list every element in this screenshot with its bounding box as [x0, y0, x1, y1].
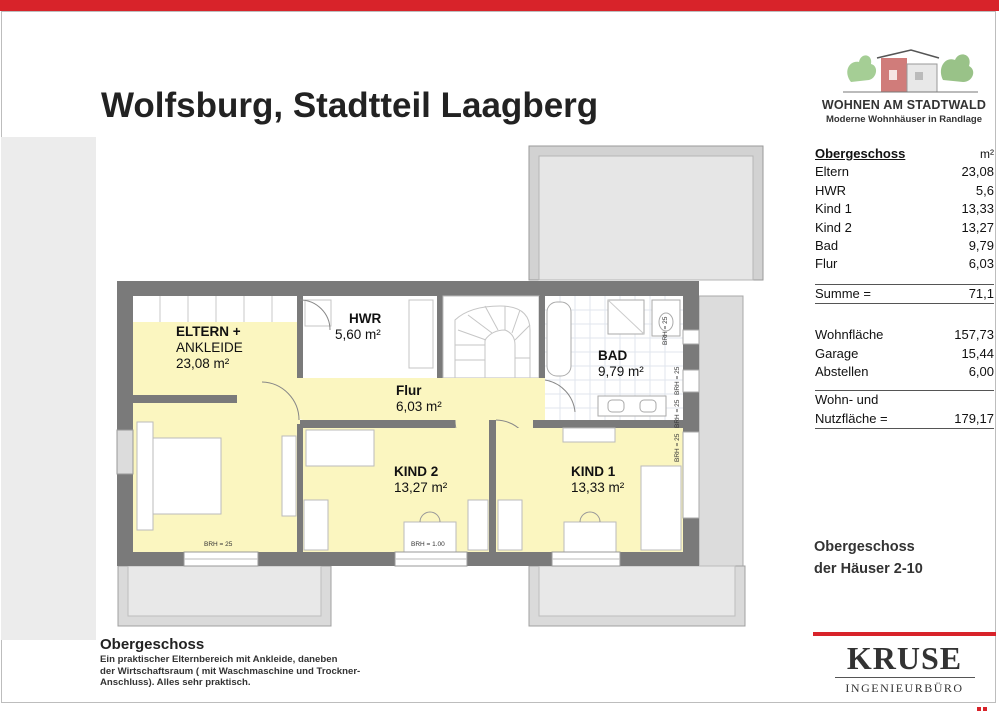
area-row-value: 23,08: [961, 164, 994, 180]
area-table-header: [815, 145, 994, 163]
room-label-kind-1: [571, 464, 624, 496]
area-sum-value: 71,1: [968, 285, 994, 301]
brh-label-kind-1-a: BRH = 25: [674, 399, 681, 428]
room-name-eltern: ELTERN +: [176, 324, 241, 339]
page-title: Wolfsburg, Stadtteil Laagberg: [101, 86, 599, 125]
area-grand-row: [815, 410, 994, 428]
room-name2-eltern: ANKLEIDE: [176, 340, 243, 355]
area-table-header-unit: m²: [980, 147, 994, 161]
area-row-label: Eltern: [815, 164, 849, 180]
room-area-kind-1: 13,33 m²: [571, 480, 625, 495]
brh-label-kind-1-b: BRH = 25: [674, 433, 681, 462]
area-total-label: Garage: [815, 345, 859, 361]
top-accent-bar: [0, 0, 999, 11]
floor-caption-line-1: Obergeschoss: [814, 539, 915, 555]
brh-label-eltern: BRH = 25: [204, 541, 233, 548]
room-name-kind-2: KIND 2: [394, 464, 439, 479]
area-row-label: HWR: [815, 182, 847, 198]
area-row-value: 9,79: [968, 237, 994, 253]
room-area-bad: 9,79 m²: [598, 364, 644, 379]
area-row-label: Flur: [815, 256, 838, 272]
area-table-header-label: Obergeschoss: [815, 146, 906, 161]
room-label-eltern: [176, 324, 243, 372]
area-row-value: 6,03: [968, 256, 994, 272]
description-text: [100, 654, 420, 689]
room-area-hwr: 5,60 m²: [335, 327, 381, 342]
brh-label-kind-2: BRH = 1.00: [411, 541, 445, 548]
area-row-label: Bad: [815, 237, 839, 253]
area-row-value: 13,27: [961, 219, 994, 235]
room-name-flur: Flur: [396, 383, 422, 398]
area-row: [815, 255, 994, 273]
floor-caption-line-2: der Häuser 2-10: [814, 561, 923, 577]
description-line-1: Ein praktischer Elternbereich mit Ankleide, daneben: [100, 654, 338, 665]
area-total-label: Wohnfläche: [815, 327, 884, 343]
brand-name: WOHNEN AM STADTWALD: [821, 98, 987, 112]
room-area-flur: 6,03 m²: [396, 399, 442, 414]
company-rule: [835, 677, 975, 678]
room-name-kind-1: KIND 1: [571, 464, 616, 479]
room-name-hwr: HWR: [349, 311, 382, 326]
description-title: Obergeschoss: [100, 636, 205, 653]
area-grand-label-2: Nutzfläche =: [815, 410, 888, 426]
background-panel: [1, 137, 96, 640]
area-total-label: Abstellen: [815, 363, 869, 379]
area-sum-row: [815, 285, 994, 303]
area-total-row: [815, 345, 994, 363]
area-grand-value: 179,17: [954, 410, 994, 426]
area-grand-label-1: Wohn- und: [815, 392, 879, 408]
area-total-row: [815, 326, 994, 344]
area-total-row: [815, 363, 994, 381]
area-total-value: 15,44: [961, 345, 994, 361]
brh-label-bad-1: BRH = 25: [662, 316, 669, 345]
area-row: [815, 182, 994, 200]
area-table: [815, 145, 994, 429]
room-area-kind-2: 13,27 m²: [394, 480, 448, 495]
room-area-eltern: 23,08 m²: [176, 356, 230, 371]
area-row-value: 5,6: [975, 182, 994, 198]
room-label-hwr: [335, 311, 382, 343]
room-label-flur: [396, 383, 442, 415]
company-name: KRUSE: [846, 640, 963, 676]
area-row-value: 13,33: [961, 201, 994, 217]
area-sum-label: Summe =: [815, 285, 871, 301]
brand-tagline: Moderne Wohnhäuser in Randlage: [825, 114, 983, 125]
brh-label-bad-2: BRH = 25: [674, 366, 681, 395]
area-grand-row: [815, 391, 994, 409]
company-sub: INGENIEURBÜRO: [845, 681, 964, 695]
area-total-value: 6,00: [968, 363, 994, 379]
side-balcony: [699, 296, 743, 592]
area-row-label: Kind 2: [815, 219, 852, 235]
area-row: [815, 237, 994, 255]
description-line-3: Anschluss). Alles sehr praktisch.: [100, 677, 251, 688]
description-line-2: der Wirtschaftsraum ( mit Waschmaschine und Trockner-: [100, 665, 361, 677]
divider: [815, 428, 994, 429]
company-accent-line: [813, 632, 996, 636]
area-row-label: Kind 1: [815, 201, 852, 217]
room-label-kind-2: [394, 464, 447, 496]
room-label-bad: [598, 348, 644, 380]
area-row: [815, 200, 994, 218]
room-name-bad: BAD: [598, 348, 628, 363]
area-row: [815, 163, 994, 181]
corner-dots-icon: [977, 698, 993, 702]
area-row: [815, 219, 994, 237]
area-total-value: 157,73: [954, 327, 994, 343]
house-logo-icon: [833, 42, 983, 100]
floor-caption: [814, 536, 923, 580]
